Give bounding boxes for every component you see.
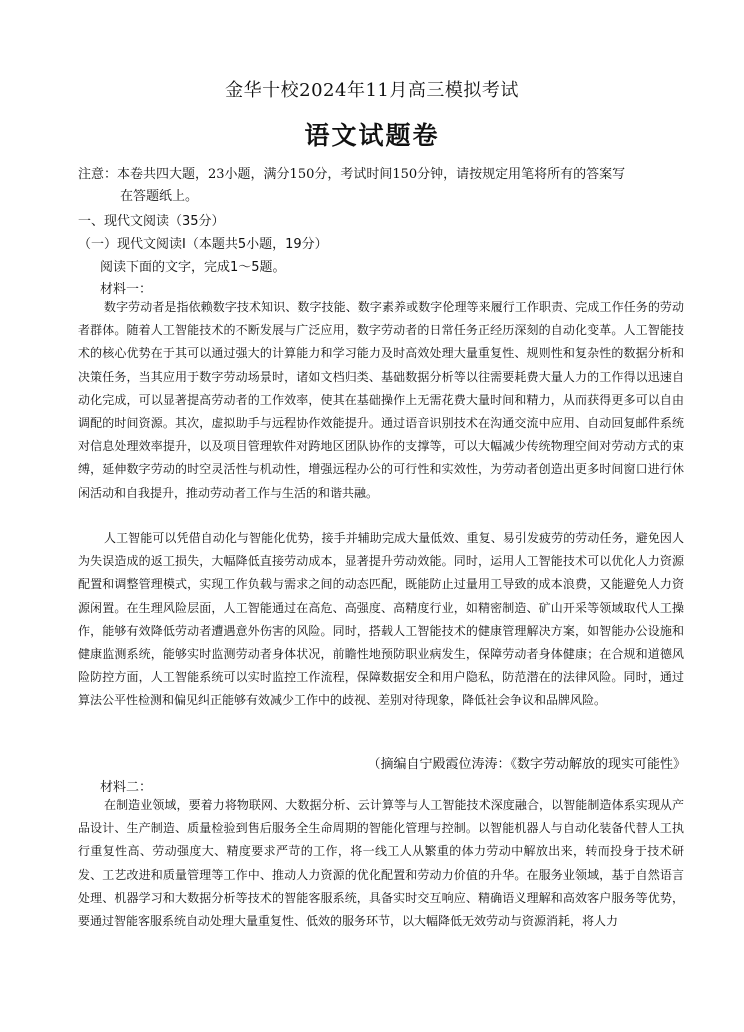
material1-paragraph-2: 人工智能可以凭借自动化与智能化优势，接手并辅助完成大量低效、重复、易引发疲劳的劳动任务，避免因人为失误造成的返工损失，大幅降低直接劳动成本，显著提升劳动效能。同时，运用人工智能技术可以优化人力资源配置和调整管理模式，实现工作负载与需求之间的动态匹配，既能防止过量用工导致的成本浪费，又能避免人力资源闲置。在生理风险层面，人工智能通过在高危、高强度、高精度行业，如精密制造、矿山开采等领域取代人工操作，能够有效降低劳动者遭遇意外伤害的风险。同时，搭载人工智能技术的健康管理解决方案，如智能办公设施和健康监测系统，能够实时监测劳动者身体状况，前瞻性地预防职业病发生，保障劳动者身体健康；在合规和道德风险防控方面，人工智能系统可以实时监控工作流程，保障数据安全和用户隐私，防范潜在的法律风险。同时，通过算法公平性检测和偏见纠正能够有效减少工作中的歧视、差别对待现象，降低社会争议和品牌风险。 — [78, 531, 684, 708]
paper-title: 语文试题卷 — [304, 121, 440, 150]
exam-title: 金华十校2024年11月高三模拟考试 — [225, 80, 519, 101]
reading-instruction: 阅读下面的文字，完成1～5题。 — [100, 260, 286, 275]
sub-section-heading: （一）现代文阅读Ⅰ（本题共5小题，19分） — [78, 237, 328, 252]
material1-label: 材料一： — [100, 282, 153, 297]
material1-source: （摘编自宁殿霞位涛涛：《数字劳动解放的现实可能性》 — [367, 757, 686, 772]
notice-block — [78, 164, 678, 208]
section-heading: 一、现代文阅读（35分） — [78, 214, 225, 229]
material2-paragraph-1: 在制造业领域，要着力将物联网、大数据分析、云计算等与人工智能技术深度融合，以智能制造体系实现从产品设计、生产制造、质量检验到售后服务全生命周期的智能化管理与控制。以智能机器人与自动化装备代替人工执行重复性高、劳动强度大、精度要求严苛的工作，将一线工人从繁重的体力劳动中解放出来，转而投身于技术研发、工艺改进和质量管理等工作中、推动人力资源的优化配置和劳动力价值的升华。在服务业领域，基于自然语言处理、机器学习和大数据分析等技术的智能客服系统，具备实时交互响应、精确语义理解和高效客户服务等优势，要通过智能客服系统自动处理大量重复性、低效的服务环节，以大幅降低无效劳动与资源消耗，将人力 — [78, 798, 684, 929]
notice-line-2: 在答题纸上。 — [120, 189, 199, 204]
material1-paragraph-1: 数字劳动者是指依赖数字技术知识、数字技能、数字素养或数字伦理等来履行工作职责、完成工作任务的劳动者群体。随着人工智能技术的不断发展与广泛应用，数字劳动者的日常任务正经历深刻的自动化变革。人工智能技术的核心优势在于其可以通过强大的计算能力和学习能力及时高效处理大量重复性、规则性和复杂性的数据分析和决策任务，当其应用于数字劳动场景时，诸如文档归类、基础数据分析等以往需要耗费大量人力的工作得以迅速自动化完成，可以显著提高劳动者的工作效率，使其在基础操作上无需花费大量时间和精力，从而获得更多可以自由调配的时间资源。其次，虚拟助手与远程协作效能提升。通过语音识别技术在沟通交流中应用、自动回复邮件系统对信息处理效率提升，以及项目管理软件对跨地区团队协作的支撑等，可以大幅减少传统物理空间对劳动方式的束缚，延伸数字劳动的时空灵活性与机动性，增强远程办公的可行性和实效性，为劳动者创造出更多时间窗口进行休闲活动和自我提升，推动劳动者工作与生活的和谐共融。 — [78, 300, 684, 500]
material2-label: 材料二： — [100, 780, 153, 795]
notice-line-1: 注意：本卷共四大题，23小题，满分150分，考试时间150分钟，请按规定用笔将所有的答案写 — [78, 167, 626, 182]
